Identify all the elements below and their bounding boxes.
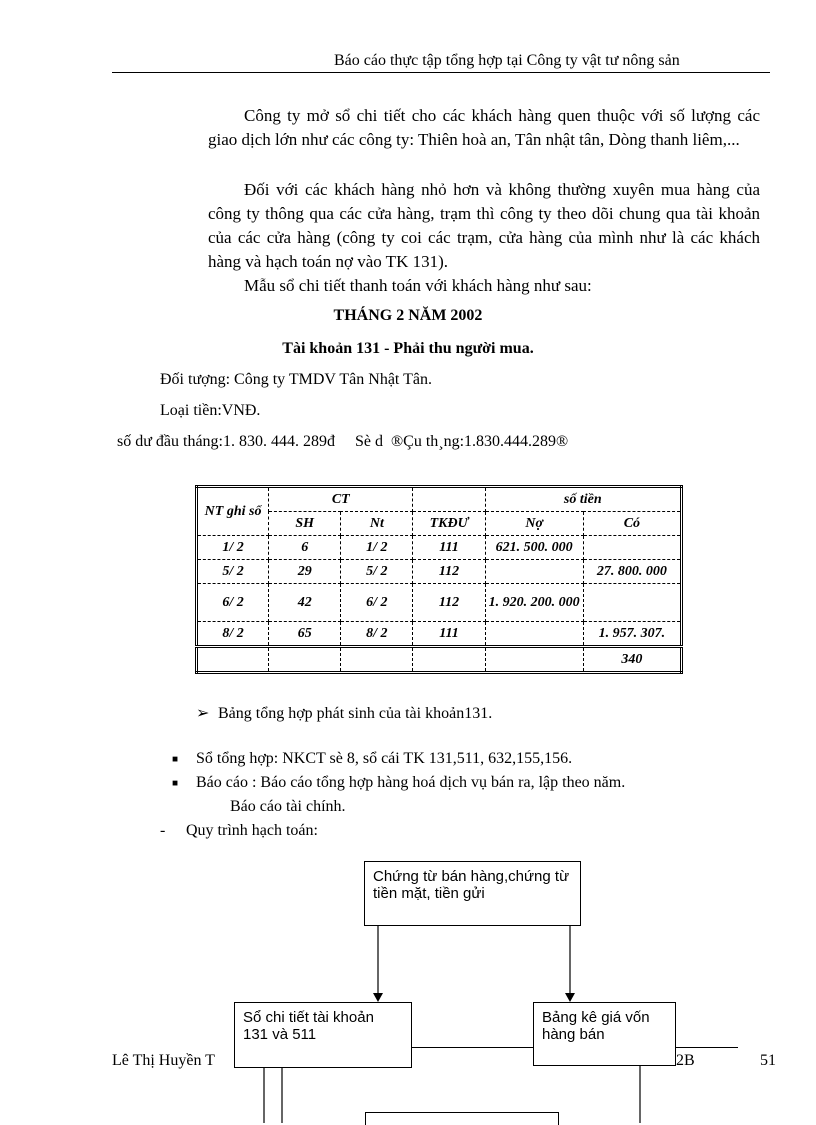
square-bullet-icon: ■ [172,753,179,765]
footer-class: 2B [676,1052,695,1069]
cell-co: 340 [583,647,681,673]
cell-nt: 5/ 2 [197,560,269,584]
cell-ntc: 6/ 2 [341,584,413,622]
cell-ntc: 5/ 2 [341,560,413,584]
flow-box-source-documents: Chứng từ bán hàng,chứng từ tiền mặt, tiền gửi [364,861,581,926]
paragraph-1: Công ty mở sổ chi tiết cho các khách hàng quen thuộc với số lượng các giao dịch lớn như các công ty: Thiên hoà an, Tân nhật tân, Dòng thanh liêm,... [208,106,760,149]
cell-sh: 29 [269,560,341,584]
cell-sh: 42 [269,584,341,622]
header-amount: số tiền [485,487,681,512]
cell-sh: 65 [269,622,341,647]
bullet-text: Sổ tổng hợp: NKCT sè 8, sổ cái TK 131,511, 632,155,156. [196,750,573,767]
cell-tkdu: 112 [413,560,485,584]
ledger-subject: Đối tượng: Công ty TMDV Tân Nhật Tân. [160,371,432,388]
dash-bullet-icon: - [160,822,166,839]
page-number: 51 [760,1052,776,1069]
square-bullet-icon: ■ [172,777,179,789]
header-sh: SH [269,512,341,536]
cell-nt: 1/ 2 [197,536,269,560]
cell-ntc: 8/ 2 [341,622,413,647]
cell-nt: 6/ 2 [197,584,269,622]
arrowhead-box2 [373,993,383,1002]
flow-box-cost-of-goods: Bảng kê giá vốn hàng bán [533,1002,676,1066]
flow-box-partial [365,1112,559,1125]
bullet-text: Báo cáo : Báo cáo tổng hợp hàng hoá dịch vụ bán ra, lập theo năm. [196,774,626,791]
summary-arrow-text: Bảng tổng hợp phát sinh của tài khoản131. [218,705,493,722]
cell-tkdu: 112 [413,584,485,622]
cell-ntc: 1/ 2 [341,536,413,560]
cell-no: 621. 500. 000 [485,536,583,560]
cell-nt: 8/ 2 [197,622,269,647]
flow-box-ledger-131-511: Sổ chi tiết tài khoản 131 và 511 [234,1002,412,1068]
header-ct: CT [269,487,413,512]
arrowhead-box3 [565,993,575,1002]
cell-no: 1. 920. 200. 000 [485,584,583,622]
header-nt-col: Nt [341,512,413,536]
cell-co: 27. 800. 000 [583,560,681,584]
ledger-opening-balance: số dư đầu tháng:1. 830. 444. 289đ Sè d ®Çu th¸ng:1.830.444.289® [117,433,569,450]
ledger-currency: Loại tiền:VNĐ. [160,402,261,419]
header-nt: NT ghi sổ [197,487,269,536]
footer-author: Lê Thị Huyền T [112,1052,215,1069]
cell-tkdu: 111 [413,622,485,647]
paragraph-2: Đối với các khách hàng nhỏ hơn và không thường xuyên mua hàng của công ty thông qua các cửa hàng, trạm thì công ty theo dõi chung qua tài khoản của các cửa hàng (công ty coi các trạm, cửa hàng của mình như là các khách hàng và hạch toán nợ vào TK 131). [208,180,760,271]
header-tkdu: TKĐƯ [413,512,485,536]
ledger-account-title: Tài khoản 131 - Phải thu người mua. [282,340,534,357]
paragraph-3: Mẫu sổ chi tiết thanh toán với khách hàng như sau: [244,276,592,295]
dash-text: Quy trình hạch toán: [186,822,318,839]
arrow-bullet-icon: ➢ [196,705,210,722]
cell-co: 1. 957. 307. [583,622,681,647]
header-no: Nợ [485,512,583,536]
cell-tkdu: 111 [413,536,485,560]
ledger-month-title: THÁNG 2 NĂM 2002 [333,307,483,324]
page-header: Báo cáo thực tập tổng hợp tại Công ty vật tư nông sản [334,52,680,69]
bullet-item-2-continued: Báo cáo tài chính. [230,798,346,815]
header-co: Có [583,512,681,536]
cell-sh: 6 [269,536,341,560]
